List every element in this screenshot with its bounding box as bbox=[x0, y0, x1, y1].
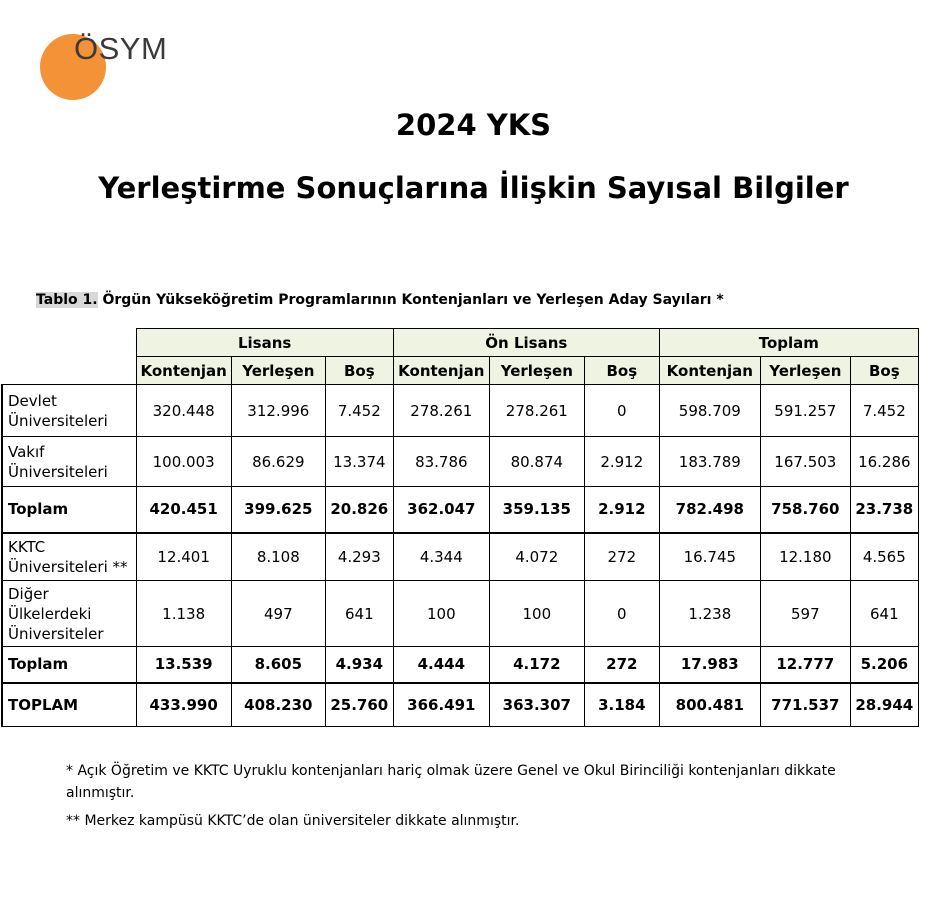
table-cell: 100 bbox=[393, 581, 489, 647]
row-label: Toplam bbox=[2, 647, 136, 683]
table-cell: 12.180 bbox=[760, 533, 850, 581]
col-header: Boş bbox=[584, 357, 659, 385]
col-header: Kontenjan bbox=[393, 357, 489, 385]
table-cell: 0 bbox=[584, 385, 659, 437]
table-cell: 597 bbox=[760, 581, 850, 647]
col-header: Yerleşen bbox=[489, 357, 584, 385]
table-caption-text: Örgün Yükseköğretim Programlarının Kontenjanları ve Yerleşen Aday Sayıları * bbox=[102, 292, 724, 308]
table-row bbox=[2, 533, 918, 581]
table-cell: 363.307 bbox=[489, 683, 584, 727]
table-cell: 497 bbox=[231, 581, 325, 647]
table-cell: 420.451 bbox=[136, 487, 231, 533]
table-cell: 278.261 bbox=[489, 385, 584, 437]
table-cell: 641 bbox=[850, 581, 918, 647]
table-cell: 771.537 bbox=[760, 683, 850, 727]
group-header-toplam: Toplam bbox=[659, 329, 918, 357]
table-cell: 312.996 bbox=[231, 385, 325, 437]
row-label: TOPLAM bbox=[2, 683, 136, 727]
blank-corner bbox=[2, 357, 136, 385]
table-cell: 782.498 bbox=[659, 487, 760, 533]
row-label: Vakıf Üniversiteleri bbox=[2, 437, 136, 487]
footnote: * Açık Öğretim ve KKTC Uyruklu kontenjanları hariç olmak üzere Genel ve Okul Birinciliği kontenjanları dikkate alınmıştır. bbox=[66, 763, 836, 801]
table-cell: 86.629 bbox=[231, 437, 325, 487]
sub-header-row bbox=[2, 357, 918, 385]
table-cell: 4.072 bbox=[489, 533, 584, 581]
table-cell: 758.760 bbox=[760, 487, 850, 533]
table-cell: 4.172 bbox=[489, 647, 584, 683]
table-cell: 4.293 bbox=[325, 533, 393, 581]
table-cell: 2.912 bbox=[584, 487, 659, 533]
table-cell: 1.238 bbox=[659, 581, 760, 647]
table-cell: 4.344 bbox=[393, 533, 489, 581]
col-header: Yerleşen bbox=[231, 357, 325, 385]
table-cell: 100.003 bbox=[136, 437, 231, 487]
table-cell: 399.625 bbox=[231, 487, 325, 533]
group-header-lisans: Lisans bbox=[136, 329, 393, 357]
table-row bbox=[2, 437, 918, 487]
table-cell: 28.944 bbox=[850, 683, 918, 727]
table-cell: 16.286 bbox=[850, 437, 918, 487]
table-cell: 278.261 bbox=[393, 385, 489, 437]
table-cell: 366.491 bbox=[393, 683, 489, 727]
table-cell: 320.448 bbox=[136, 385, 231, 437]
table-cell: 20.826 bbox=[325, 487, 393, 533]
table-cell: 433.990 bbox=[136, 683, 231, 727]
subtotal-row bbox=[2, 647, 918, 683]
table-cell: 272 bbox=[584, 533, 659, 581]
table-cell: 17.983 bbox=[659, 647, 760, 683]
osym-logo bbox=[38, 30, 188, 100]
table-cell: 183.789 bbox=[659, 437, 760, 487]
table-cell: 3.184 bbox=[584, 683, 659, 727]
table-cell: 13.539 bbox=[136, 647, 231, 683]
col-header: Kontenjan bbox=[136, 357, 231, 385]
table-cell: 359.135 bbox=[489, 487, 584, 533]
group-header-onlisans: Ön Lisans bbox=[393, 329, 659, 357]
page-title: 2024 YKS bbox=[395, 108, 552, 142]
table-cell: 7.452 bbox=[325, 385, 393, 437]
table-cell: 4.444 bbox=[393, 647, 489, 683]
table-cell: 100 bbox=[489, 581, 584, 647]
table-caption-tag: Tablo 1. bbox=[36, 292, 98, 308]
row-label: KKTC Üniversiteleri ** bbox=[2, 533, 136, 581]
footnote: ** Merkez kampüsü KKTC’de olan üniversiteler dikkate alınmıştır. bbox=[66, 813, 520, 829]
col-header: Kontenjan bbox=[659, 357, 760, 385]
table-cell: 13.374 bbox=[325, 437, 393, 487]
blank-corner bbox=[2, 329, 136, 357]
table-cell: 12.401 bbox=[136, 533, 231, 581]
table-caption bbox=[36, 292, 724, 308]
table-row bbox=[2, 385, 918, 437]
col-header: Yerleşen bbox=[760, 357, 850, 385]
table-cell: 80.874 bbox=[489, 437, 584, 487]
table-cell: 362.047 bbox=[393, 487, 489, 533]
row-label: Toplam bbox=[2, 487, 136, 533]
table-cell: 1.138 bbox=[136, 581, 231, 647]
row-label: Diğer Ülkelerdeki Üniversiteler bbox=[2, 581, 136, 647]
table-cell: 23.738 bbox=[850, 487, 918, 533]
col-header: Boş bbox=[325, 357, 393, 385]
table-cell: 5.206 bbox=[850, 647, 918, 683]
footnotes bbox=[66, 760, 866, 838]
table-cell: 8.605 bbox=[231, 647, 325, 683]
table-cell: 641 bbox=[325, 581, 393, 647]
row-label: Devlet Üniversiteleri bbox=[2, 385, 136, 437]
logo-text: ÖSYM bbox=[74, 31, 168, 66]
page-subtitle: Yerleştirme Sonuçlarına İlişkin Sayısal Bilgiler bbox=[98, 171, 849, 205]
table-cell: 408.230 bbox=[231, 683, 325, 727]
table-cell: 2.912 bbox=[584, 437, 659, 487]
table-cell: 8.108 bbox=[231, 533, 325, 581]
table-cell: 0 bbox=[584, 581, 659, 647]
table-cell: 167.503 bbox=[760, 437, 850, 487]
table-row bbox=[2, 581, 918, 647]
table-cell: 800.481 bbox=[659, 683, 760, 727]
table-cell: 4.565 bbox=[850, 533, 918, 581]
group-header-row bbox=[2, 329, 918, 357]
grand-total-row bbox=[2, 683, 918, 727]
table-cell: 7.452 bbox=[850, 385, 918, 437]
table-cell: 83.786 bbox=[393, 437, 489, 487]
table-cell: 16.745 bbox=[659, 533, 760, 581]
subtotal-row bbox=[2, 487, 918, 533]
table-cell: 272 bbox=[584, 647, 659, 683]
placement-table bbox=[1, 328, 919, 727]
table-cell: 25.760 bbox=[325, 683, 393, 727]
table-cell: 12.777 bbox=[760, 647, 850, 683]
col-header: Boş bbox=[850, 357, 918, 385]
table-cell: 598.709 bbox=[659, 385, 760, 437]
table-cell: 4.934 bbox=[325, 647, 393, 683]
table-cell: 591.257 bbox=[760, 385, 850, 437]
